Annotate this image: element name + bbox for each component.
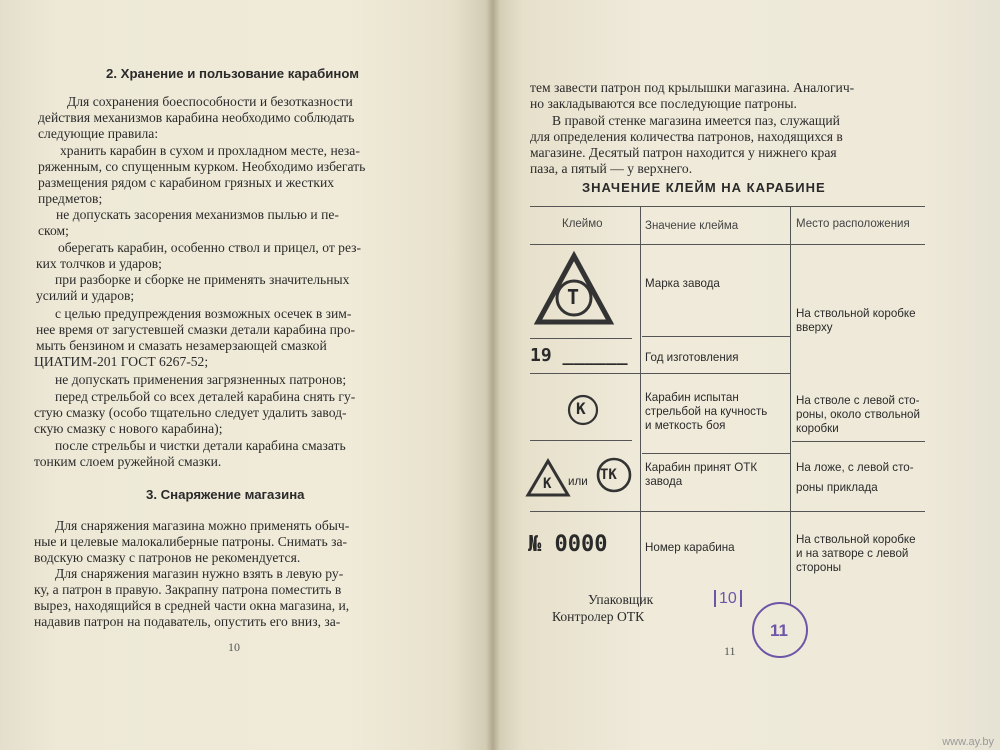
text-line: усилий и ударов; (36, 288, 135, 303)
text-line: размещения рядом с карабином грязных и жестких (38, 175, 335, 190)
otk-stamp-number: 11 (770, 621, 788, 640)
table-row-rule (792, 441, 925, 442)
text-line: не допускать засорения механизмов пылью и пе- (56, 207, 339, 222)
text-line: В правой стенке магазина имеется паз, служащий (552, 113, 840, 128)
text-line: вырез, находящийся в средней части окна магазина, и, (34, 598, 350, 613)
text-line: но закладываются все последующие патроны. (530, 96, 797, 111)
text-line: оберегать карабин, особенно ствол и прицел, от рез- (58, 240, 362, 255)
text-line: для определения количества патронов, находящихся в (530, 129, 843, 144)
table-header-meaning: Значение клейма (645, 220, 739, 232)
text-line: паза, а пятый — у верхнего. (530, 161, 693, 176)
text-line: ные и целевые малокалиберные патроны. Снимать за- (34, 534, 348, 549)
section-2-title: 2. Хранение и пользование карабином (106, 66, 359, 81)
page-number-right: 11 (724, 644, 736, 658)
packer-stamp-number: 10 (714, 590, 742, 607)
otk-triangle-letter: К (543, 476, 552, 492)
row-3-meaning-line: стрельбой на кучность (645, 405, 768, 418)
text-line: предметов; (38, 191, 103, 206)
section-3-title: 3. Снаряжение магазина (146, 487, 305, 502)
text-line: ЦИАТИМ-201 ГОСТ 6267-52; (34, 354, 209, 369)
text-line: водскую смазку с патронов не рекомендуется. (34, 550, 301, 565)
table-header-location: Место расположения (796, 218, 910, 230)
text-line: ких толчков и ударов; (36, 256, 162, 271)
book-gutter (486, 0, 500, 750)
text-line: Для снаряжения магазин нужно взять в левую ру- (55, 566, 344, 581)
row-5-meaning: Номер карабина (645, 541, 735, 554)
text-line: хранить карабин в сухом и прохладном месте, неза- (60, 143, 360, 158)
text-line: перед стрельбой со всех деталей карабина снять гу- (55, 389, 356, 404)
table-row-rule (530, 373, 790, 374)
text-line: ряженным, со спущенным курком. Необходимо избегать (38, 159, 366, 174)
text-line: тем завести патрон под крылышки магазина. Аналогич- (530, 80, 855, 95)
table-title: ЗНАЧЕНИЕ КЛЕЙМ НА КАРАБИНЕ (582, 180, 826, 195)
row-5-location-line: На ствольной коробке (796, 533, 916, 546)
otk-controller-label: Контролер ОТК (552, 609, 645, 624)
row-1-location-line: На ствольной коробке (796, 307, 916, 320)
text-line: надавив патрон на подаватель, опустить его вниз, за- (34, 614, 341, 629)
text-line: действия механизмов карабина необходимо соблюдать (38, 110, 355, 125)
text-line: ку, а патрон в правую. Закрапну патрона поместить в (34, 582, 342, 597)
text-line: не допускать применения загрязненных патронов; (55, 372, 347, 387)
row-3-location-line: роны, около ствольной (796, 408, 920, 421)
row-1-meaning: Марка завода (645, 277, 720, 290)
row-4-location-line: На ложе, с левой сто- (796, 461, 914, 474)
text-line: магазине. Десятый патрон находится у нижнего края (530, 145, 837, 160)
row-5-location-line: и на затворе с левой (796, 547, 909, 560)
packer-stamp (714, 590, 742, 608)
page-number-left: 10 (228, 640, 240, 654)
right-page (492, 0, 1000, 750)
text-line: ском; (38, 223, 69, 238)
text-line: Для снаряжения магазина можно применять обыч- (55, 518, 350, 533)
table-col-divider (790, 206, 791, 606)
table-row-rule (642, 336, 790, 337)
table-row-rule (530, 511, 925, 512)
table-row-rule (530, 440, 632, 441)
row-3-meaning-line: Карабин испытан (645, 391, 739, 404)
text-line: после стрельбы и чистки детали карабина смазать (55, 438, 346, 453)
row-3-meaning-line: и меткость боя (645, 419, 726, 432)
text-line: нее время от загустевшей смазки детали карабина про- (36, 322, 356, 337)
serial-number-mark: № 0000 (528, 532, 608, 557)
row-2-meaning: Год изготовления (645, 351, 739, 364)
k-circle-letter: К (576, 399, 586, 418)
row-4-meaning-line: завода (645, 475, 683, 488)
text-line: при разборке и сборке не применять значительных (55, 272, 350, 287)
watermark: www.ay.by (942, 736, 994, 748)
text-line: следующие правила: (38, 126, 159, 141)
row-3-location-line: коробки (796, 422, 839, 435)
text-line: скую смазку с нового карабина); (34, 421, 223, 436)
otk-circle-letters: ТК (600, 467, 617, 483)
or-label: или (568, 475, 588, 488)
year-mark: 19 ______ (530, 345, 628, 366)
text-line: стую смазку (особо тщательно следует удалить завод- (34, 405, 347, 420)
table-col-divider (640, 206, 641, 606)
row-4-location-line: роны приклада (796, 481, 878, 494)
table-header-rule (530, 244, 925, 245)
text-line: мыть бензином и смазать незамерзающей смазкой (36, 338, 327, 353)
text-line: тонким слоем ружейной смазки. (34, 454, 222, 469)
row-3-location-line: На стволе с левой сто- (796, 394, 920, 407)
row-4-meaning-line: Карабин принят ОТК (645, 461, 758, 474)
table-row-rule (642, 453, 790, 454)
text-line: Для сохранения боеспособности и безотказности (67, 94, 353, 109)
table-header-mark: Клеймо (562, 218, 603, 230)
table-row-rule (530, 338, 632, 339)
row-1-location-line: вверху (796, 321, 833, 334)
table-top-rule (530, 206, 925, 207)
factory-mark-letter: Т (567, 285, 580, 309)
left-page (0, 0, 492, 750)
text-line: с целью предупреждения возможных осечек в зим- (55, 306, 352, 321)
row-5-location-line: стороны (796, 561, 842, 574)
packer-label: Упаковщик (588, 592, 654, 607)
